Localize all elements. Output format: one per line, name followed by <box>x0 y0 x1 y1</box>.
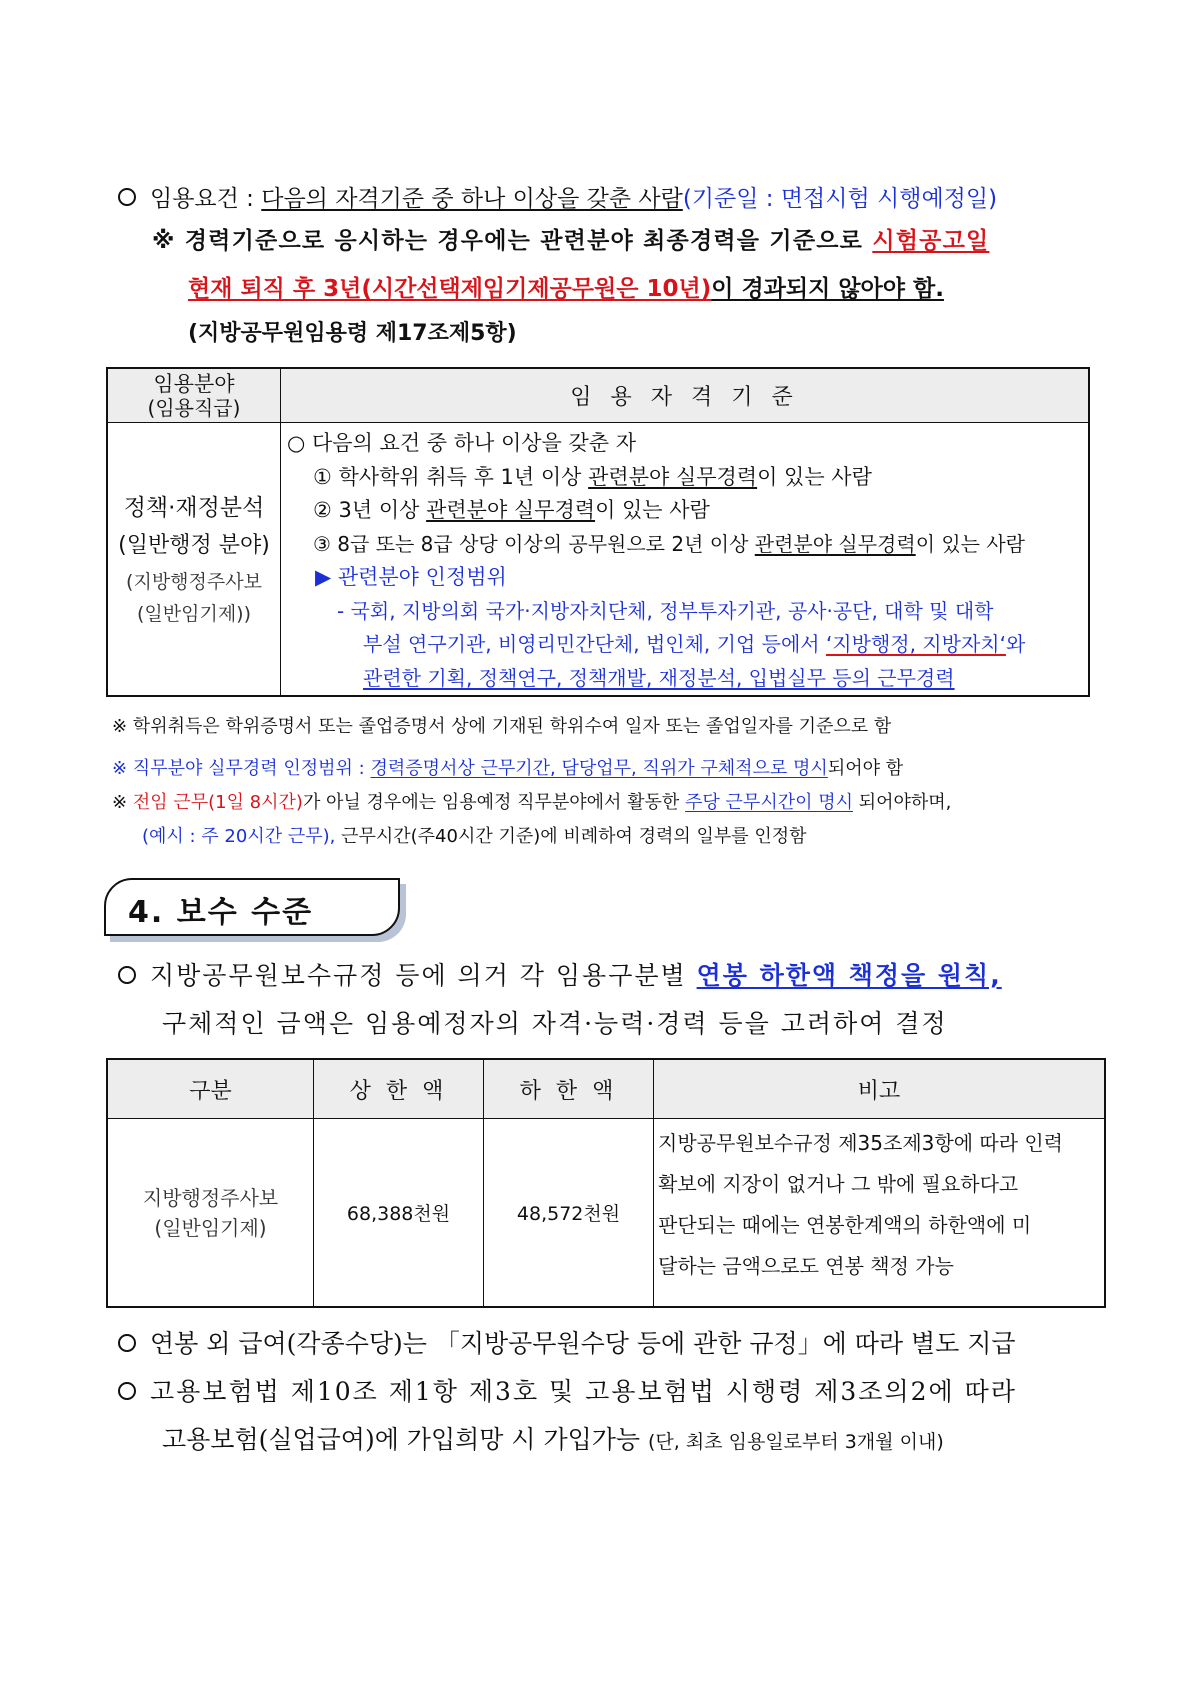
section-4-title: 4. 보수 수준 <box>128 895 314 930</box>
note-career-scope <box>112 754 903 780</box>
note-fulltime-mark: ※ <box>112 792 128 813</box>
requirements-main: 다음의 자격기준 중 하나 이상을 갖춘 사람 <box>261 186 683 212</box>
pay-remark-line4: 달하는 금액으로도 연봉 책정 가능 <box>658 1254 954 1278</box>
pay-remark-line2: 확보에 지장이 없거나 그 밖에 필요하다고 <box>658 1172 1019 1196</box>
qual-col1-header <box>107 368 281 423</box>
note-fulltime <box>112 788 951 814</box>
qualification-table <box>106 367 1090 697</box>
criteria-item-2-u: 관련분야 실무경력 <box>426 498 596 522</box>
criteria-item-1-u: 관련분야 실무경력 <box>588 464 758 489</box>
qual-col2-header: 임 용 자 격 기 준 <box>281 368 1090 423</box>
legal-reference: (지방공무원임용령 제17조제5항) <box>188 321 517 346</box>
career-note-red2: 현재 퇴직 후 3년(시간선택제임기제공무원은 10년) <box>188 276 712 302</box>
pay-lower-value: 48,572천원 <box>484 1119 654 1307</box>
qual-criteria-cell <box>281 423 1090 697</box>
note-degree: ※ 학위취득은 학위증명서 또는 졸업증명서 상에 기재된 학위수여 일자 또는 졸업일자를 기준으로 함 <box>112 716 892 737</box>
bullet-circle-icon <box>118 1382 136 1400</box>
pay-table <box>106 1058 1106 1308</box>
grade-line2: (일반임기제)) <box>136 603 251 625</box>
pay-upper-value: 68,388천원 <box>314 1119 484 1307</box>
insurance-text-3: (단, 최초 임용일로부터 3개월 이내) <box>648 1431 944 1453</box>
career-note-line1 <box>152 222 989 255</box>
pay-remark-line3: 판단되는 때에는 연봉한계액의 하한액에 미 <box>658 1213 1032 1237</box>
criteria-item-1-a: ① 학사학위 취득 후 1년 이상 <box>313 464 582 489</box>
insurance-line2 <box>162 1420 944 1456</box>
pay-header-category: 구분 <box>107 1059 314 1119</box>
grade-line1: (지방행정주사보 <box>126 571 262 593</box>
qual-col1-header-line1: 임용분야 <box>153 371 235 396</box>
qual-field-cell <box>107 423 281 697</box>
scope-line-2-u: ‘지방행정, 지방자치‘ <box>825 632 1006 656</box>
pay-policy-line2: 구체적인 금액은 임용예정자의 자격·능력·경력 등을 고려하여 결정 <box>162 1009 948 1038</box>
insurance-text-1: 고용보험법 제10조 제1항 제3호 및 고용보험법 시행령 제3조의2에 따라 <box>150 1377 1017 1406</box>
criteria-item-2 <box>287 494 1088 528</box>
bullet-circle-icon <box>118 966 136 984</box>
note-example-blue: (예시 : 주 20시간 근무), <box>142 826 336 847</box>
requirements-label: 임용요건 : <box>150 186 254 212</box>
pay-grade-cell <box>107 1119 314 1307</box>
scope-line-2 <box>287 628 1088 662</box>
note-fulltime-u: 주당 근무시간이 명시 <box>685 792 853 813</box>
requirements-base-date: (기준일 : 면접시험 시행예정일) <box>682 186 998 212</box>
career-note-red1: 시험공고일 <box>872 228 990 254</box>
pay-policy-line1 <box>118 956 1002 992</box>
career-note-text: ※ 경력기준으로 응시하는 경우에는 관련분야 최종경력을 기준으로 <box>152 228 864 254</box>
pay-header-remark: 비고 <box>654 1059 1106 1119</box>
scope-line-3: 관련한 기획, 정책연구, 정책개발, 재정분석, 입법실무 등의 근무경력 <box>363 665 955 690</box>
pay-header-upper: 상 한 액 <box>314 1059 484 1119</box>
pay-header-lower: 하 한 액 <box>484 1059 654 1119</box>
field-name: 정책·재정분석 <box>123 495 265 521</box>
note-example <box>142 822 807 848</box>
criteria-item-3-a: ③ 8급 또는 8급 상당 이상의 공무원으로 2년 이상 <box>313 531 749 556</box>
bullet-circle-icon <box>118 1334 136 1352</box>
section-4-badge <box>104 878 400 936</box>
pay-policy-text: 지방공무원보수규정 등에 의거 각 임용구분별 <box>150 961 687 990</box>
field-category: (일반행정 분야) <box>118 533 270 558</box>
note-fulltime-red: 전임 근무(1일 8시간) <box>132 792 303 813</box>
scope-line-1: - 국회, 지방의회 국가·지방자치단체, 정부투자기관, 공사·공단, 대학 및 대학 <box>337 598 994 623</box>
insurance-text-2: 고용보험(실업급여)에 가입희망 시 가입가능 <box>162 1425 641 1454</box>
pay-grade-line2: (일반임기제) <box>154 1216 267 1241</box>
note-career-scope-u: 경력증명서상 근무기간, 담당업무, 직위가 구체적으로 명시 <box>370 758 828 779</box>
scope-line-2-b: 와 <box>1005 632 1026 656</box>
scope-title: ▶ 관련분야 인정범위 <box>315 565 507 589</box>
bullet-circle-icon <box>118 188 136 206</box>
career-note-tail: 이 경과되지 않아야 함. <box>711 276 944 302</box>
note-fulltime-mid: 가 아닐 경우에는 임용예정 직무분야에서 활동한 <box>302 792 680 813</box>
career-note-line2 <box>188 270 944 303</box>
criteria-item-3-b: 이 있는 사람 <box>915 531 1026 556</box>
pay-remark-line1: 지방공무원보수규정 제35조제3항에 따라 인력 <box>658 1131 1064 1155</box>
allowance-text: 연봉 외 급여(각종수당)는 「지방공무원수당 등에 관한 규정」에 따라 별도 지급 <box>150 1329 1016 1358</box>
pay-grade-line1: 지방행정주사보 <box>142 1186 279 1211</box>
insurance-line1 <box>118 1372 1017 1408</box>
requirements-line <box>118 180 997 213</box>
pay-policy-principle: 연봉 하한액 책정을 원칙, <box>696 961 1002 990</box>
criteria-item-3-u: 관련분야 실무경력 <box>754 531 916 556</box>
note-career-scope-label: ※ 직무분야 실무경력 인정범위 : <box>112 758 365 779</box>
criteria-intro: ○ 다음의 요건 중 하나 이상을 갖춘 자 <box>287 431 637 455</box>
note-example-tail: 근무시간(주40시간 기준)에 비례하여 경력의 일부를 인정함 <box>341 826 807 847</box>
qual-col1-header-line2: (임용직급) <box>147 395 241 420</box>
scope-line-2-a: 부설 연구기관, 비영리민간단체, 법인체, 기업 등에서 <box>363 632 820 656</box>
allowance-line <box>118 1324 1016 1360</box>
note-fulltime-tail: 되어야하며, <box>858 792 952 813</box>
pay-remark-cell <box>654 1119 1106 1307</box>
criteria-item-2-a: ② 3년 이상 <box>313 498 420 522</box>
note-career-scope-tail: 되어야 함 <box>827 758 904 779</box>
criteria-item-1 <box>287 461 1088 495</box>
criteria-item-1-b: 이 있는 사람 <box>757 464 872 489</box>
criteria-item-3 <box>287 528 1088 562</box>
criteria-item-2-b: 이 있는 사람 <box>595 498 710 522</box>
